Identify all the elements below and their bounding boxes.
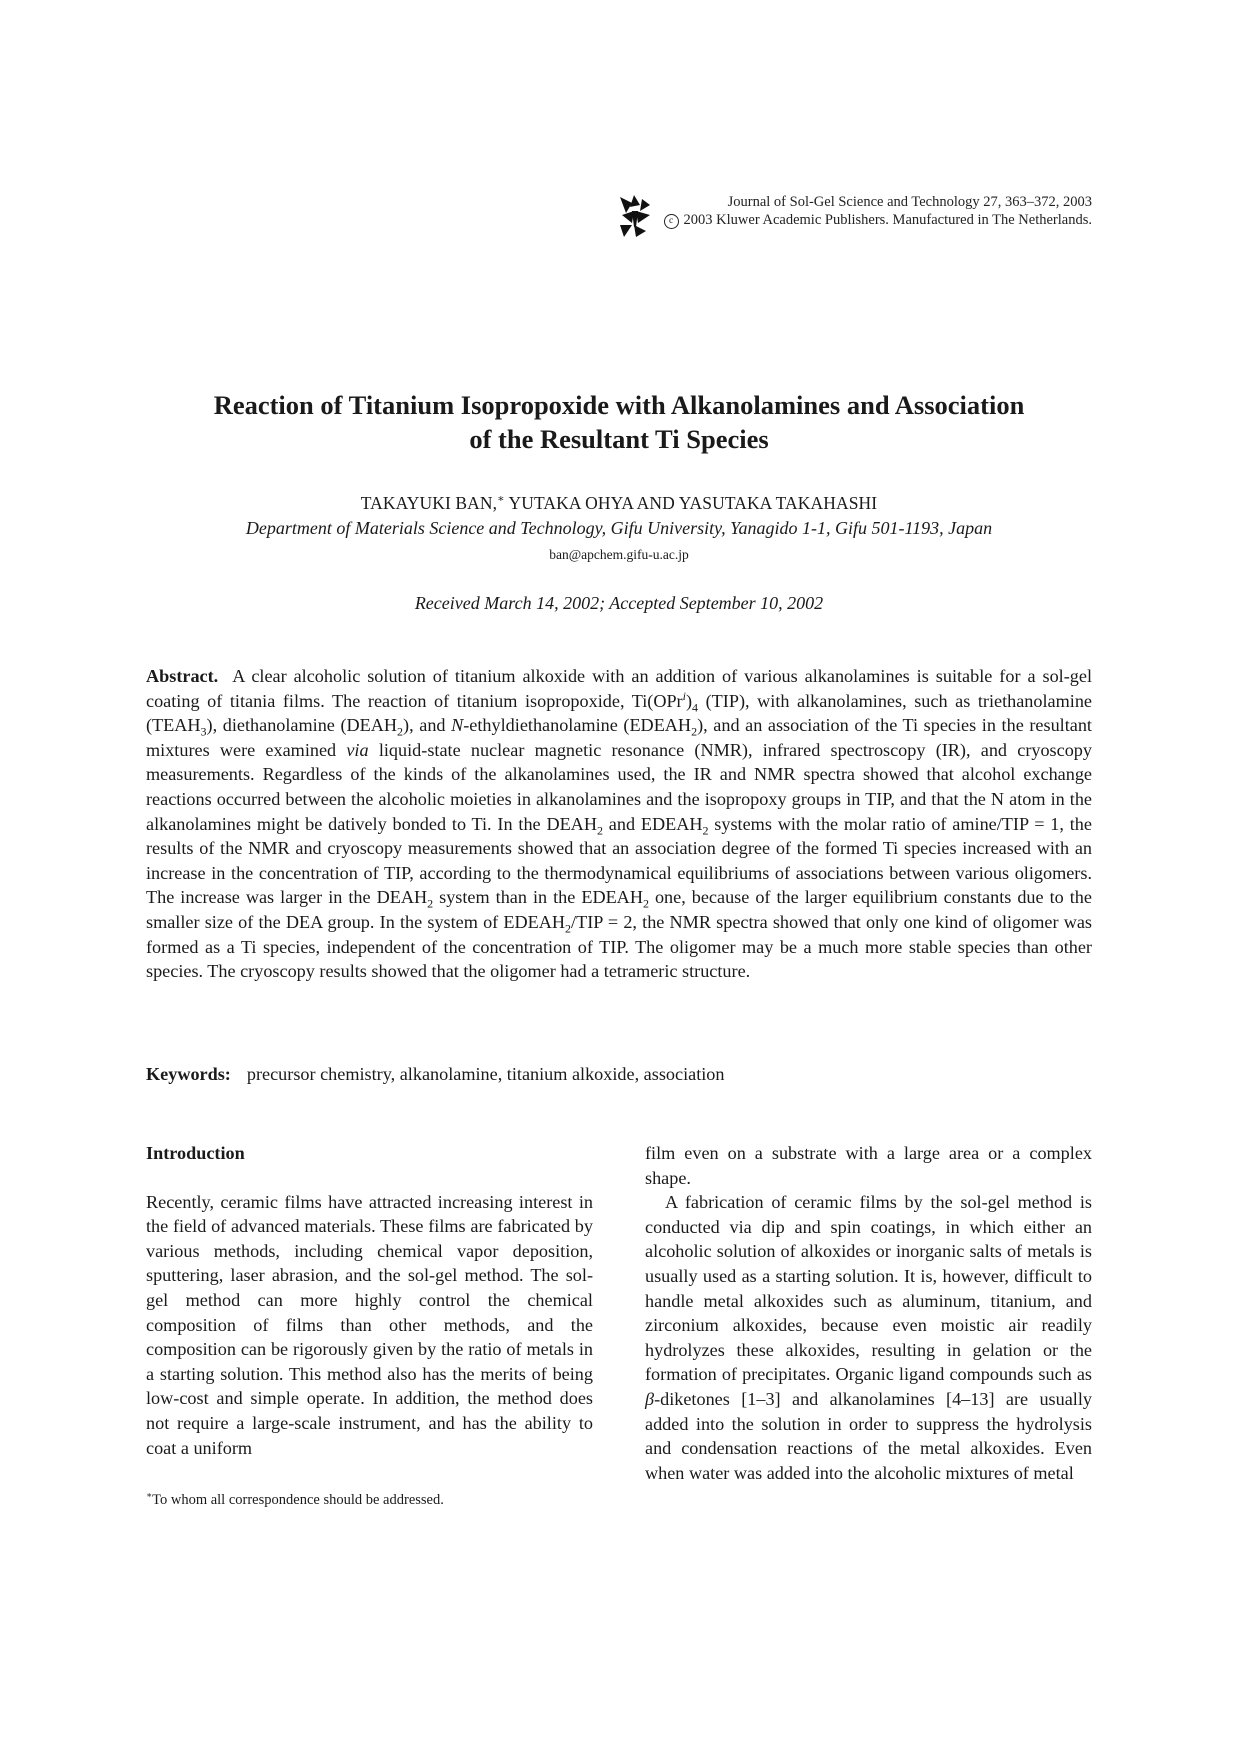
abstract-text: (TIP), with alkanolamines, such as triethanolamine (TEAH [146,690,1092,736]
abstract-sub: 2 [702,823,709,838]
beta-symbol: β [645,1388,655,1409]
copyright-icon: c [664,214,679,229]
title-line-1: Reaction of Titanium Isopropoxide with Alkanolamines and Association [213,390,1025,420]
corresponding-mark: ∗ [497,493,505,506]
abstract [146,664,1092,984]
left-column [146,1141,593,1460]
author-email: ban@apchem.gifu-u.ac.jp [549,547,689,562]
keywords-label: Keywords: [146,1064,231,1084]
abstract-sub: 2 [427,896,434,911]
authors [146,493,1092,514]
abstract-text: ) [685,690,693,711]
affiliation: Department of Materials Science and Technology, Gifu University, Yanagido 1-1, Gifu 501-1193, Japan [245,518,993,538]
abstract-text: liquid-state nuclear magnetic resonance (NMR), infrared spectroscopy (IR), and cryoscopy measurements. Regardless of the kinds of the alkanolamines used, the IR and NMR spectra showed that alcohol exchange reactions occurred between the alcoholic moieties in alkanolamines and the isopropoxy groups in TIP, and that the N atom in the alkanolamines might be datively bonded to Ti. In the DEAH [146,739,1092,834]
abstract-label: Abstract. [146,666,219,686]
abstract-text: systems with the molar ratio of amine/TIP = 1, the results of the NMR and cryoscopy measurements showed that an association degree of the formed Ti species increased with an increase in the concentration of TIP, according to the thermodynamical equilibriums of associations between various oligomers. The increase was larger in the DEAH [146,813,1092,908]
abstract-text: system than in the EDEAH [433,887,643,908]
abstract-text: /TIP = 2, the NMR spectra showed that only one kind of oligomer was formed as a Ti species, independent of the concentration of TIP. The oligomer may be a much more stable species than other species. The cryoscopy results showed that the oligomer had a tetrameric structure. [146,911,1092,982]
abstract-sup: i [682,688,686,703]
copyright-text: 2003 Kluwer Academic Publishers. Manufactured in The Netherlands. [683,212,1092,228]
journal-citation-block [664,193,1092,229]
abstract-text: A clear alcoholic solution of titanium alkoxide with an addition of various alkanolamines is suitable for a sol-gel coating of titania films. The reaction of titanium isopropoxide, Ti(OPr [146,666,1092,711]
intro-paragraph-1: Recently, ceramic films have attracted increasing interest in the field of advanced materials. These films are fabricated by various methods, including chemical vapor deposition, sputtering, laser abrasion, and the sol-gel method. The sol-gel method can more highly control the chemical composition of films than other methods, and the composition can be rigorously given by the ratio of metals in a starting solution. This method also has the merits of being low-cost and simple operate. In addition, the method does not require a large-scale instrument, and has the ability to coat a uniform [146,1191,593,1458]
abstract-text: one, because of the larger equilibrium constants due to the smaller size of the DEA group. In the system of EDEAH [146,887,1092,932]
footnote [146,1491,593,1509]
footnote-text: To whom all correspondence should be addressed. [152,1492,444,1508]
abstract-sub: 2 [397,724,404,739]
right-column [645,1141,1092,1485]
abstract-sub: 2 [691,724,698,739]
abstract-text: -ethyldiethanolamine (EDEAH [463,715,692,736]
received-dates: Received March 14, 2002; Accepted September 10, 2002 [414,593,824,613]
journal-header [618,193,1092,239]
abstract-italic: via [346,739,369,760]
journal-copyright [664,211,1092,229]
keywords-text: precursor chemistry, alkanolamine, titanium alkoxide, association [246,1064,725,1084]
abstract-text: ), and [403,715,452,736]
abstract-sub: 4 [692,700,699,715]
abstract-sub: 3 [200,724,207,739]
keywords [146,1062,1092,1087]
abstract-sub: 2 [642,896,649,911]
footnote-mark: ∗ [146,1490,153,1501]
paragraph-text: -diketones [1–3] and alkanolamines [4–13] are usually added into the solution in order to suppress the hydrolysis and condensation reactions of the metal alkoxides. Even when water was added into the alcoholic mixtures of metal [645,1388,1092,1483]
intro-paragraph-2 [645,1190,1092,1485]
abstract-text: ), diethanolamine (DEAH [206,715,398,736]
abstract-sub: 2 [565,921,572,936]
publisher-logo-icon [618,193,652,239]
paper-title [146,388,1092,456]
intro-paragraph-1-continued: film even on a substrate with a large area or a complex shape. [645,1143,1092,1188]
abstract-italic: N [451,715,464,736]
journal-citation: Journal of Sol-Gel Science and Technology 27, 363–372, 2003 [727,194,1092,210]
paragraph-text: A fabrication of ceramic films by the sol-gel method is conducted via dip and spin coatings, in which either an alcoholic solution of alkoxides or inorganic salts of metals is usually used as a starting solution. It is, however, difficult to handle metal alkoxides such as aluminum, titanium, and zirconium alkoxides, because even moistic air readily hydrolyzes these alkoxides, resulting in gelation or the formation of precipitates. Organic ligand compounds such as [645,1192,1092,1385]
section-heading-introduction: Introduction [146,1143,245,1163]
author-first: TAKAYUKI BAN, [360,493,498,513]
abstract-sub: 2 [596,823,603,838]
author-rest: YUTAKA OHYA AND YASUTAKA TAKAHASHI [504,493,878,513]
abstract-text: and EDEAH [602,813,703,834]
abstract-text: ), and an association of the Ti species in the resultant mixtures were examined [146,715,1092,760]
title-line-2: of the Resultant Ti Species [469,424,769,454]
